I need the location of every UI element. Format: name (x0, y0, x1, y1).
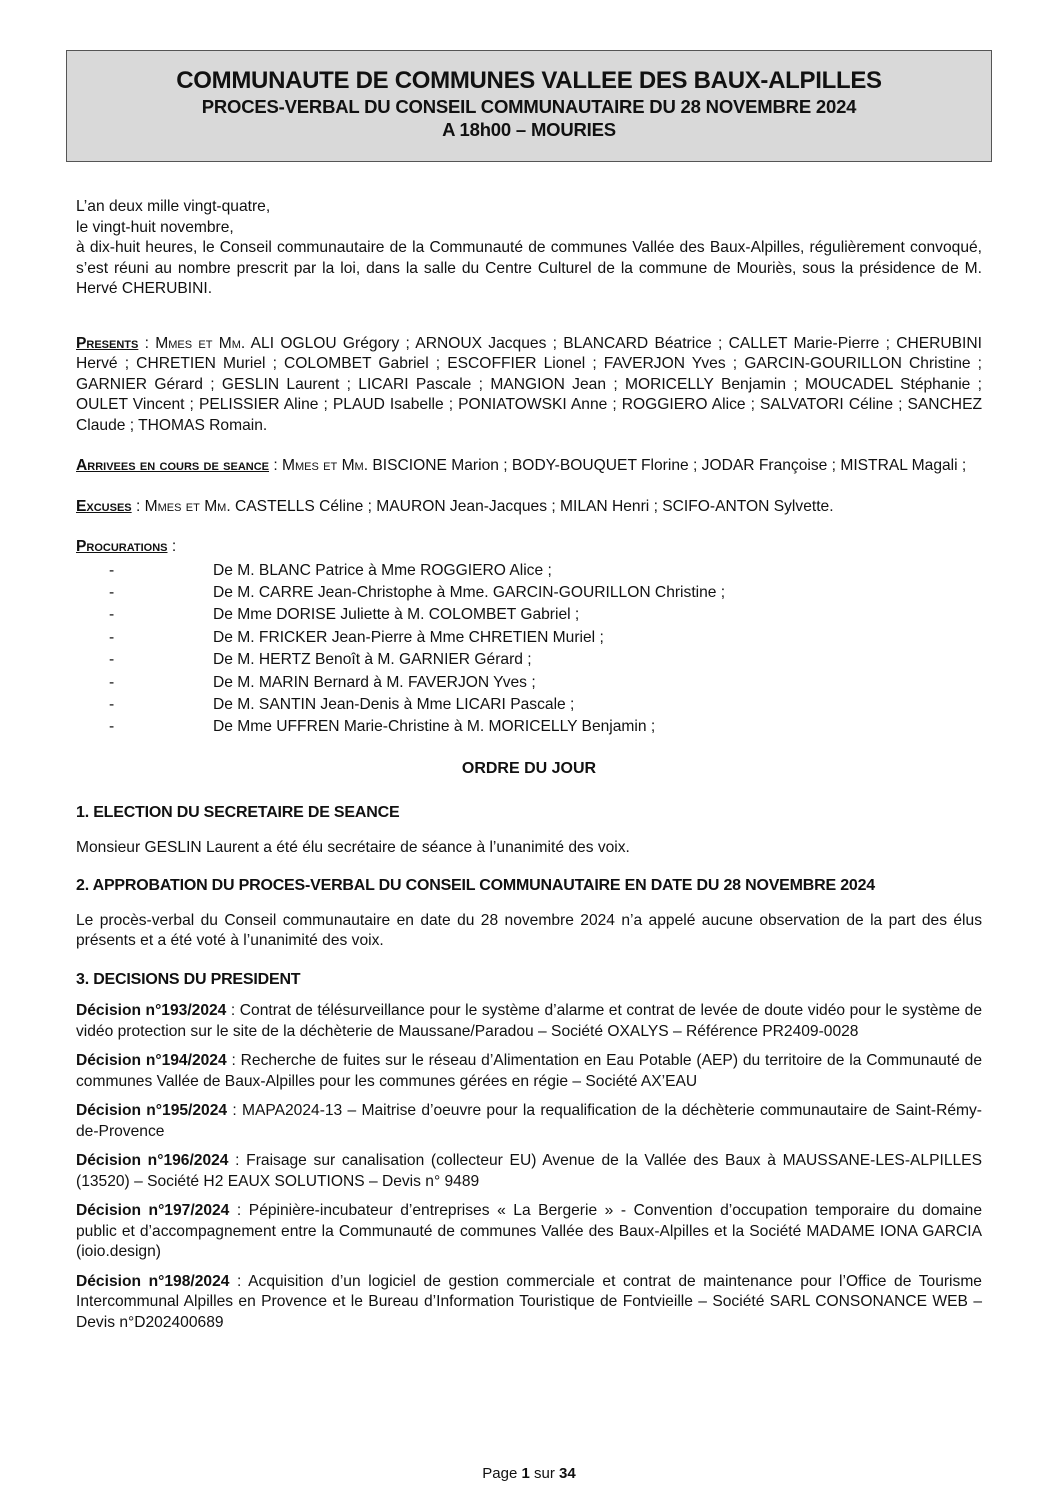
decision-item (76, 1001, 982, 1042)
page-number: 1 (521, 1465, 530, 1482)
excuses-names: CASTELLS Céline ; MAURON Jean-Jacques ; MILAN Henri ; SCIFO-ANTON Sylvette. (230, 497, 834, 515)
decision-text: : Recherche de fuites sur le réseau d’Alimentation en Eau Potable (AEP) du territoire de la Communauté de communes Vallée de Baux-Alpilles pour les communes gérées en régie – Société AX’EAU (76, 1052, 982, 1090)
list-item (76, 716, 982, 738)
procurations-label: Procurations (76, 538, 168, 555)
procuration-text: De Mme UFFREN Marie-Christine à M. MORICELLY Benjamin ; (213, 718, 656, 736)
procurations-heading (76, 537, 982, 558)
intro-line-1: L’an deux mille vingt-quatre, (76, 198, 271, 215)
procurations-list (76, 560, 982, 739)
section-2-text: Le procès-verbal du Conseil communautaire en date du 28 novembre 2024 n’a appelé aucune observation de la part des élus présents et a été voté à l’unanimité des voix. (76, 911, 982, 950)
list-item (76, 627, 982, 649)
procuration-text: De M. HERTZ Benoît à M. GARNIER Gérard ; (213, 651, 532, 669)
decisions-list (76, 1001, 982, 1333)
decision-ref: Décision n°193/2024 (76, 1002, 227, 1020)
decision-item (76, 1151, 982, 1192)
section-1-title: 1. ELECTION DU SECRETAIRE DE SEANCE (76, 804, 400, 822)
excuses-separator: : (131, 497, 145, 515)
list-dash: - (109, 673, 115, 691)
arrivees-prefix: Mmes et Mm. (282, 457, 369, 474)
list-dash: - (109, 695, 115, 713)
list-dash: - (109, 606, 115, 624)
procuration-text: De M. FRICKER Jean-Pierre à Mme CHRETIEN Muriel ; (213, 628, 604, 646)
decision-item (76, 1101, 982, 1142)
excuses-label: Excuses (76, 497, 132, 515)
document-subtitle: PROCES-VERBAL DU CONSEIL COMMUNAUTAIRE DU 28 NOVEMBRE 2024 (201, 96, 857, 117)
arrivees-paragraph (76, 456, 982, 477)
procurations-separator: : (167, 538, 177, 555)
decision-item (76, 1272, 982, 1334)
list-item (76, 649, 982, 671)
procuration-text: De Mme DORISE Juliette à M. COLOMBET Gabriel ; (213, 606, 580, 624)
document-title: COMMUNAUTE DE COMMUNES VALLEE DES BAUX-ALPILLES (176, 67, 882, 94)
decision-item (76, 1051, 982, 1092)
arrivees-separator: : (269, 457, 283, 474)
decision-ref: Décision n°196/2024 (76, 1152, 229, 1170)
list-dash: - (109, 628, 115, 646)
page-of-label: sur (529, 1465, 560, 1482)
list-item (76, 672, 982, 694)
list-dash: - (109, 651, 115, 669)
document-body (76, 197, 982, 1342)
procuration-text: De M. SANTIN Jean-Denis à Mme LICARI Pascale ; (213, 695, 575, 713)
intro-paragraph: à dix-huit heures, le Conseil communautaire de la Communauté de communes Vallée des Baux-Alpilles, régulièrement convoqué, s’est réuni au nombre prescrit par la loi, dans la salle du Centre Culturel de la commune de Mouriès, sous la présidence de M. Hervé CHERUBINI. (76, 239, 982, 297)
decision-text: : Fraisage sur canalisation (collecteur EU) Avenue de la Vallée des Baux à MAUSSANE-LES-ALPILLES (13520) – Société H2 EAUX SOLUTIONS – Devis n° 9489 (76, 1152, 982, 1190)
decision-text: : MAPA2024-13 – Maitrise d’oeuvre pour la requalification de la déchèterie communautaire de Saint-Rémy-de-Provence (76, 1102, 982, 1140)
list-dash: - (109, 561, 115, 579)
presents-separator: : (138, 334, 156, 352)
section-1-text: Monsieur GESLIN Laurent a été élu secrétaire de séance à l’unanimité des voix. (76, 838, 630, 856)
decision-ref: Décision n°195/2024 (76, 1102, 228, 1120)
list-item (76, 694, 982, 716)
decision-item (76, 1201, 982, 1263)
presents-prefix: Mmes et Mm. (155, 334, 246, 352)
page-footer (0, 1465, 1058, 1482)
section-3-title: 3. DECISIONS DU PRESIDENT (76, 970, 301, 988)
decision-ref: Décision n°197/2024 (76, 1202, 230, 1220)
presents-label: Presents (76, 334, 139, 352)
intro-line-2: le vingt-huit novembre, (76, 218, 234, 236)
list-item (76, 604, 982, 626)
presents-paragraph (76, 334, 982, 437)
excuses-paragraph (76, 497, 982, 518)
excuses-prefix: Mmes et Mm. (144, 497, 231, 515)
arrivees-label: Arrivees en cours de seance (76, 457, 270, 474)
decision-text: : Acquisition d’un logiciel de gestion commerciale et contrat de maintenance pour l’Office de Tourisme Intercommunal Alpilles en Provence et le Bureau d’Information Touristique de Fontvieille – Société SARL CONSONANCE WEB – Devis n°D202400689 (76, 1272, 982, 1331)
list-dash: - (109, 583, 115, 601)
arrivees-names: BISCIONE Marion ; BODY-BOUQUET Florine ; JODAR Françoise ; MISTRAL Magali ; (368, 457, 967, 474)
procuration-text: De M. MARIN Bernard à M. FAVERJON Yves ; (213, 673, 536, 691)
document-time-place: A 18h00 – MOURIES (442, 119, 616, 140)
presents-names: ALI OGLOU Grégory ; ARNOUX Jacques ; BLANCARD Béatrice ; CALLET Marie-Pierre ; CHERUBINI Hervé ; CHRETIEN Muriel ; COLOMBET Gabriel ; ESCOFFIER Lionel ; FAVERJON Yves ; GARCIN-GOURILLON Christine ; GARNIER Gérard ; GESLIN Laurent ; LICARI Pascale ; MANGION Jean ; MORICELLY Benjamin ; MOUCADEL Stéphanie ; OULET Vincent ; PELISSIER Aline ; PLAUD Isabelle ; PONIATOWSKI Anne ; ROGGIERO Alice ; SALVATORI Céline ; SANCHEZ Claude ; THOMAS Romain. (76, 334, 982, 434)
decision-text: : Pépinière-incubateur d’entreprises « La Bergerie » - Convention d’occupation temporaire du domaine public et d’accompagnement entre la Communauté de communes Vallée des Baux-Alpilles et la Société MADAME IONA GARCIA (ioio.design) (76, 1202, 982, 1261)
section-2-title: 2. APPROBATION DU PROCES-VERBAL DU CONSEIL COMMUNAUTAIRE EN DATE DU 28 NOVEMBRE 2024 (76, 877, 876, 895)
decision-ref: Décision n°198/2024 (76, 1272, 230, 1290)
procuration-text: De M. CARRE Jean-Christophe à Mme. GARCIN-GOURILLON Christine ; (213, 583, 726, 601)
list-item (76, 560, 982, 582)
ordre-du-jour-title: ORDRE DU JOUR (461, 759, 597, 777)
list-dash: - (109, 718, 115, 736)
decision-text: : Contrat de télésurveillance pour le système d’alarme et contrat de levée de doute vidéo pour le système de vidéo protection sur le site de la déchèterie de Maussane/Paradou – Société OXALYS – Référence PR2409-0028 (76, 1002, 983, 1040)
procuration-text: De M. BLANC Patrice à Mme ROGGIERO Alice ; (213, 561, 552, 579)
total-pages: 34 (559, 1465, 576, 1482)
page-label: Page (482, 1465, 522, 1482)
list-item (76, 582, 982, 604)
document-header (66, 50, 992, 162)
decision-ref: Décision n°194/2024 (76, 1052, 227, 1070)
